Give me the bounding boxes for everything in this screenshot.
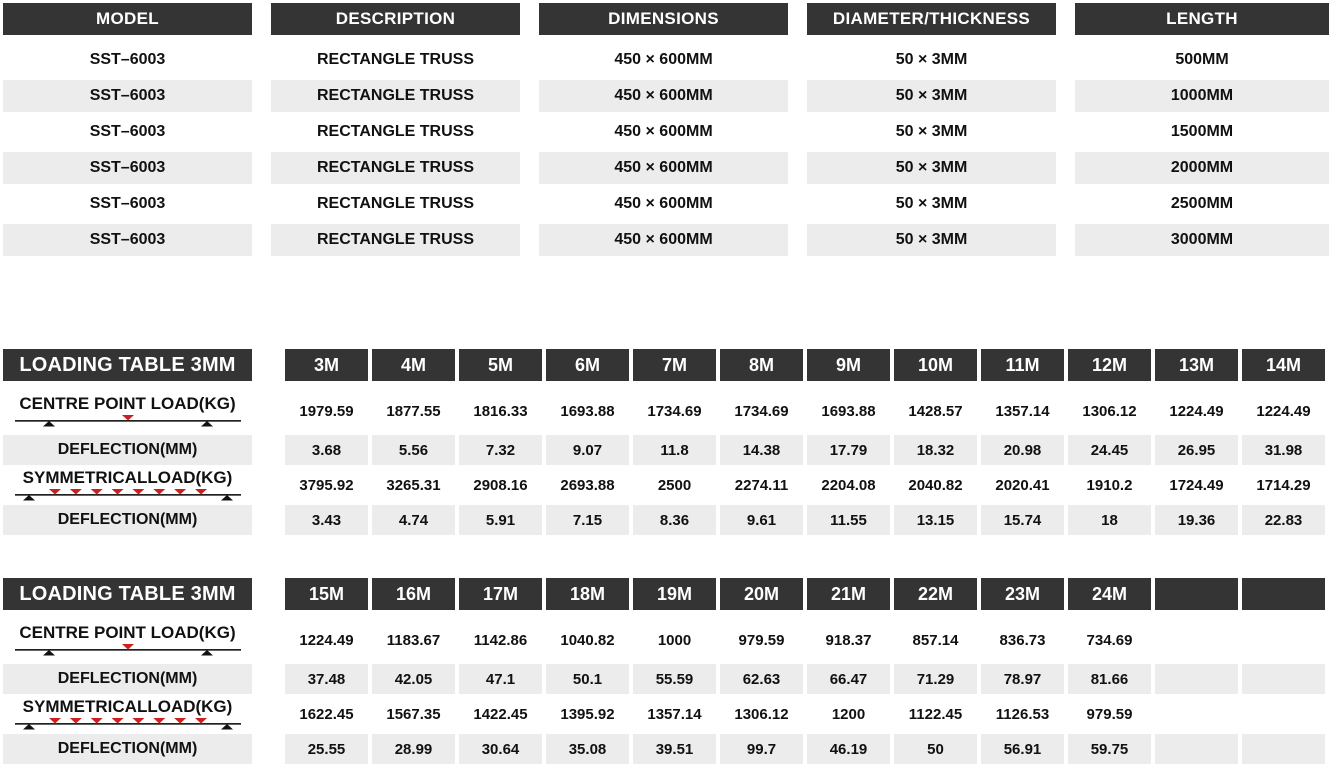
value-cell: 66.47 (807, 664, 890, 694)
spec-cell: RECTANGLE TRUSS (271, 186, 520, 222)
value-cell: 13.15 (894, 505, 977, 535)
value-cell: 2908.16 (473, 476, 528, 494)
value-cell: 1910.2 (1086, 476, 1133, 494)
spec-cell: 500MM (1075, 42, 1329, 78)
value-cell: 50.1 (546, 664, 629, 694)
value-cell: 1200 (831, 705, 866, 723)
value-cell: 5.91 (459, 505, 542, 535)
value-cell: 979.59 (1086, 705, 1133, 723)
span-column-header: 18M (546, 578, 629, 610)
centre-point-load-row (3, 389, 1325, 433)
value-cell: 1126.53 (995, 705, 1050, 723)
spec-cell: 450 × 600MM (539, 78, 788, 114)
span-column-header: 15M (285, 578, 368, 610)
span-column-header: 21M (807, 578, 890, 610)
value-cell: 3795.92 (299, 476, 354, 494)
value-cell: 14.38 (720, 435, 803, 465)
row-label: DEFLECTION(MM) (57, 510, 198, 528)
value-cell: 5.56 (372, 435, 455, 465)
value-cell: 1040.82 (560, 631, 615, 649)
value-cell (1242, 734, 1325, 764)
value-cell (1155, 696, 1238, 732)
centre-point-load-label-cell (3, 618, 252, 662)
spec-cell: 450 × 600MM (539, 42, 788, 78)
column-gap (252, 349, 285, 381)
value-cell: 836.73 (999, 631, 1046, 649)
value-cell: 47.1 (459, 664, 542, 694)
centre-point-load-label-cell (3, 389, 252, 433)
value-cell: 35.08 (546, 734, 629, 764)
value-cell: 59.75 (1068, 734, 1151, 764)
column-gap (252, 435, 285, 465)
spec-cell: 50 × 3MM (807, 186, 1056, 222)
deflection-row (3, 664, 1325, 694)
spec-header-cell: DIAMETER/THICKNESS (807, 3, 1056, 35)
value-cells (285, 696, 1325, 732)
value-cell: 7.15 (546, 505, 629, 535)
span-column-header (1155, 578, 1238, 610)
span-column-header (1242, 578, 1325, 610)
deflection-row (3, 435, 1325, 465)
value-cell: 1142.86 (473, 631, 528, 649)
spec-cell: 2000MM (1075, 150, 1329, 186)
symmetrical-load-beam-diagram-icon (15, 488, 241, 501)
loading-table-header-row (3, 578, 1325, 610)
value-cell: 26.95 (1155, 435, 1238, 465)
value-cell: 1357.14 (647, 705, 702, 723)
value-cells (285, 389, 1325, 433)
row-label: SYMMETRICALLOAD(KG) (22, 467, 233, 487)
spec-cell: RECTANGLE TRUSS (271, 42, 520, 78)
value-cell: 1816.33 (473, 402, 528, 420)
value-cell (1242, 664, 1325, 694)
span-column-header: 17M (459, 578, 542, 610)
value-cell: 4.74 (372, 505, 455, 535)
span-column-header: 9M (807, 349, 890, 381)
deflection-label-cell (3, 435, 252, 465)
value-cell: 1877.55 (386, 402, 441, 420)
column-gap (252, 505, 285, 535)
spec-cell: 1500MM (1075, 114, 1329, 150)
value-cell (1155, 664, 1238, 694)
deflection-label-cell (3, 505, 252, 535)
value-cell: 1567.35 (386, 705, 441, 723)
value-cell: 8.36 (633, 505, 716, 535)
spec-cell: 50 × 3MM (807, 78, 1056, 114)
symmetrical-load-label-cell (3, 696, 252, 732)
symmetrical-load-label-cell (3, 467, 252, 503)
spec-cell: 450 × 600MM (539, 186, 788, 222)
value-cell: 1734.69 (734, 402, 789, 420)
spec-cell: SST–6003 (3, 186, 252, 222)
spec-cell: SST–6003 (3, 150, 252, 186)
value-cell: 1734.69 (647, 402, 702, 420)
value-cell: 55.59 (633, 664, 716, 694)
spec-header-spacer (3, 35, 1329, 42)
symmetrical-load-row (3, 467, 1325, 503)
value-cell: 19.36 (1155, 505, 1238, 535)
value-cell: 3.68 (285, 435, 368, 465)
spec-cell: 3000MM (1075, 222, 1329, 258)
column-gap (252, 664, 285, 694)
row-label: DEFLECTION(MM) (57, 739, 198, 757)
span-column-header: 14M (1242, 349, 1325, 381)
spec-cell: 450 × 600MM (539, 222, 788, 258)
span-column-header: 6M (546, 349, 629, 381)
spec-cell: SST–6003 (3, 114, 252, 150)
spec-cell: RECTANGLE TRUSS (271, 222, 520, 258)
deflection-label-cell (3, 664, 252, 694)
value-cell (1242, 618, 1325, 662)
deflection-label-cell (3, 734, 252, 764)
loading-table-3mm-1 (3, 349, 1325, 537)
value-cell: 1622.45 (299, 705, 354, 723)
value-cell: 50 (894, 734, 977, 764)
spec-cell: 450 × 600MM (539, 114, 788, 150)
value-cell: 99.7 (720, 734, 803, 764)
value-cell: 1693.88 (821, 402, 876, 420)
span-column-header: 13M (1155, 349, 1238, 381)
value-cell: 1183.67 (386, 631, 441, 649)
value-cell: 1357.14 (995, 402, 1050, 420)
value-cell: 3265.31 (386, 476, 441, 494)
deflection-row (3, 734, 1325, 764)
row-label: SYMMETRICALLOAD(KG) (22, 696, 233, 716)
value-cell: 22.83 (1242, 505, 1325, 535)
value-cell: 918.37 (825, 631, 872, 649)
row-label: CENTRE POINT LOAD(KG) (19, 393, 236, 413)
value-cell: 1224.49 (1169, 402, 1224, 420)
value-cell: 2274.11 (734, 476, 789, 494)
row-label: CENTRE POINT LOAD(KG) (19, 622, 236, 642)
spec-cell: RECTANGLE TRUSS (271, 78, 520, 114)
value-cell: 1428.57 (908, 402, 963, 420)
value-cell: 39.51 (633, 734, 716, 764)
row-label: DEFLECTION(MM) (57, 440, 198, 458)
value-cell: 1306.12 (734, 705, 789, 723)
loading-table-title: LOADING TABLE 3MM (3, 349, 252, 381)
value-cell: 1224.49 (299, 631, 354, 649)
spec-header-cell: DESCRIPTION (271, 3, 520, 35)
span-column-headers (285, 578, 1325, 610)
spec-cell: RECTANGLE TRUSS (271, 114, 520, 150)
spec-cell: 50 × 3MM (807, 42, 1056, 78)
value-cell: 1306.12 (1082, 402, 1137, 420)
value-cell: 1714.29 (1256, 476, 1311, 494)
column-gap (252, 389, 285, 433)
value-cell: 18 (1068, 505, 1151, 535)
column-gap (252, 618, 285, 662)
value-cell: 24.45 (1068, 435, 1151, 465)
span-column-header: 20M (720, 578, 803, 610)
value-cell: 31.98 (1242, 435, 1325, 465)
value-cell: 1422.45 (473, 705, 528, 723)
centre-point-load-beam-diagram-icon (15, 414, 241, 427)
value-cell: 25.55 (285, 734, 368, 764)
value-cell: 1224.49 (1256, 402, 1311, 420)
spec-cell: RECTANGLE TRUSS (271, 150, 520, 186)
value-cell: 30.64 (459, 734, 542, 764)
spec-header-cell: DIMENSIONS (539, 3, 788, 35)
value-cell: 20.98 (981, 435, 1064, 465)
span-column-header: 10M (894, 349, 977, 381)
value-cells (285, 505, 1325, 535)
value-cell: 2693.88 (560, 476, 615, 494)
spec-cell: 2500MM (1075, 186, 1329, 222)
value-cell: 7.32 (459, 435, 542, 465)
column-gap (252, 578, 285, 610)
spec-header-cell: LENGTH (1075, 3, 1329, 35)
spec-cell: 50 × 3MM (807, 222, 1056, 258)
span-column-header: 4M (372, 349, 455, 381)
value-cells (285, 435, 1325, 465)
value-cell: 11.8 (633, 435, 716, 465)
value-cell: 2020.41 (995, 476, 1050, 494)
spec-cell: 1000MM (1075, 78, 1329, 114)
value-cell: 62.63 (720, 664, 803, 694)
value-cell: 81.66 (1068, 664, 1151, 694)
value-cell (1155, 734, 1238, 764)
value-cell: 9.07 (546, 435, 629, 465)
value-cells (285, 734, 1325, 764)
value-cell: 1979.59 (299, 402, 354, 420)
span-column-header: 11M (981, 349, 1064, 381)
value-cell: 11.55 (807, 505, 890, 535)
value-cells (285, 664, 1325, 694)
span-column-header: 16M (372, 578, 455, 610)
span-column-header: 12M (1068, 349, 1151, 381)
value-cell (1155, 618, 1238, 662)
spec-cell: 50 × 3MM (807, 150, 1056, 186)
column-gap (252, 696, 285, 732)
span-column-header: 5M (459, 349, 542, 381)
centre-point-load-beam-diagram-icon (15, 643, 241, 656)
centre-point-load-row (3, 618, 1325, 662)
value-cell: 37.48 (285, 664, 368, 694)
column-gap (252, 734, 285, 764)
spec-cell: SST–6003 (3, 42, 252, 78)
symmetrical-load-beam-diagram-icon (15, 717, 241, 730)
span-column-header: 8M (720, 349, 803, 381)
deflection-row (3, 505, 1325, 535)
span-column-header: 22M (894, 578, 977, 610)
value-cell: 2204.08 (821, 476, 876, 494)
value-cell: 56.91 (981, 734, 1064, 764)
value-cell (1242, 696, 1325, 732)
value-cell: 1000 (657, 631, 692, 649)
spec-cell: 450 × 600MM (539, 150, 788, 186)
value-cell: 857.14 (912, 631, 959, 649)
value-cell: 78.97 (981, 664, 1064, 694)
row-label: DEFLECTION(MM) (57, 669, 198, 687)
span-column-header: 19M (633, 578, 716, 610)
value-cell: 2040.82 (908, 476, 963, 494)
loading-table-title: LOADING TABLE 3MM (3, 578, 252, 610)
value-cell: 2500 (657, 476, 692, 494)
span-column-header: 23M (981, 578, 1064, 610)
loading-table-header-row (3, 349, 1325, 381)
span-column-header: 3M (285, 349, 368, 381)
loading-table-3mm-2 (3, 578, 1325, 766)
value-cell: 1395.92 (560, 705, 615, 723)
value-cell: 18.32 (894, 435, 977, 465)
value-cell: 42.05 (372, 664, 455, 694)
symmetrical-load-row (3, 696, 1325, 732)
column-gap (252, 467, 285, 503)
span-column-headers (285, 349, 1325, 381)
value-cell: 28.99 (372, 734, 455, 764)
spec-header-cell: MODEL (3, 3, 252, 35)
value-cell: 734.69 (1086, 631, 1133, 649)
value-cell: 9.61 (720, 505, 803, 535)
value-cell: 17.79 (807, 435, 890, 465)
value-cell: 15.74 (981, 505, 1064, 535)
span-column-header: 7M (633, 349, 716, 381)
value-cell: 46.19 (807, 734, 890, 764)
spec-cell: 50 × 3MM (807, 114, 1056, 150)
spec-table (3, 3, 1329, 258)
spec-cell: SST–6003 (3, 222, 252, 258)
value-cell: 3.43 (285, 505, 368, 535)
value-cell: 979.59 (738, 631, 785, 649)
value-cells (285, 467, 1325, 503)
span-column-header: 24M (1068, 578, 1151, 610)
value-cell: 1693.88 (560, 402, 615, 420)
spec-cell: SST–6003 (3, 78, 252, 114)
value-cells (285, 618, 1325, 662)
value-cell: 1122.45 (908, 705, 963, 723)
value-cell: 71.29 (894, 664, 977, 694)
value-cell: 1724.49 (1169, 476, 1224, 494)
